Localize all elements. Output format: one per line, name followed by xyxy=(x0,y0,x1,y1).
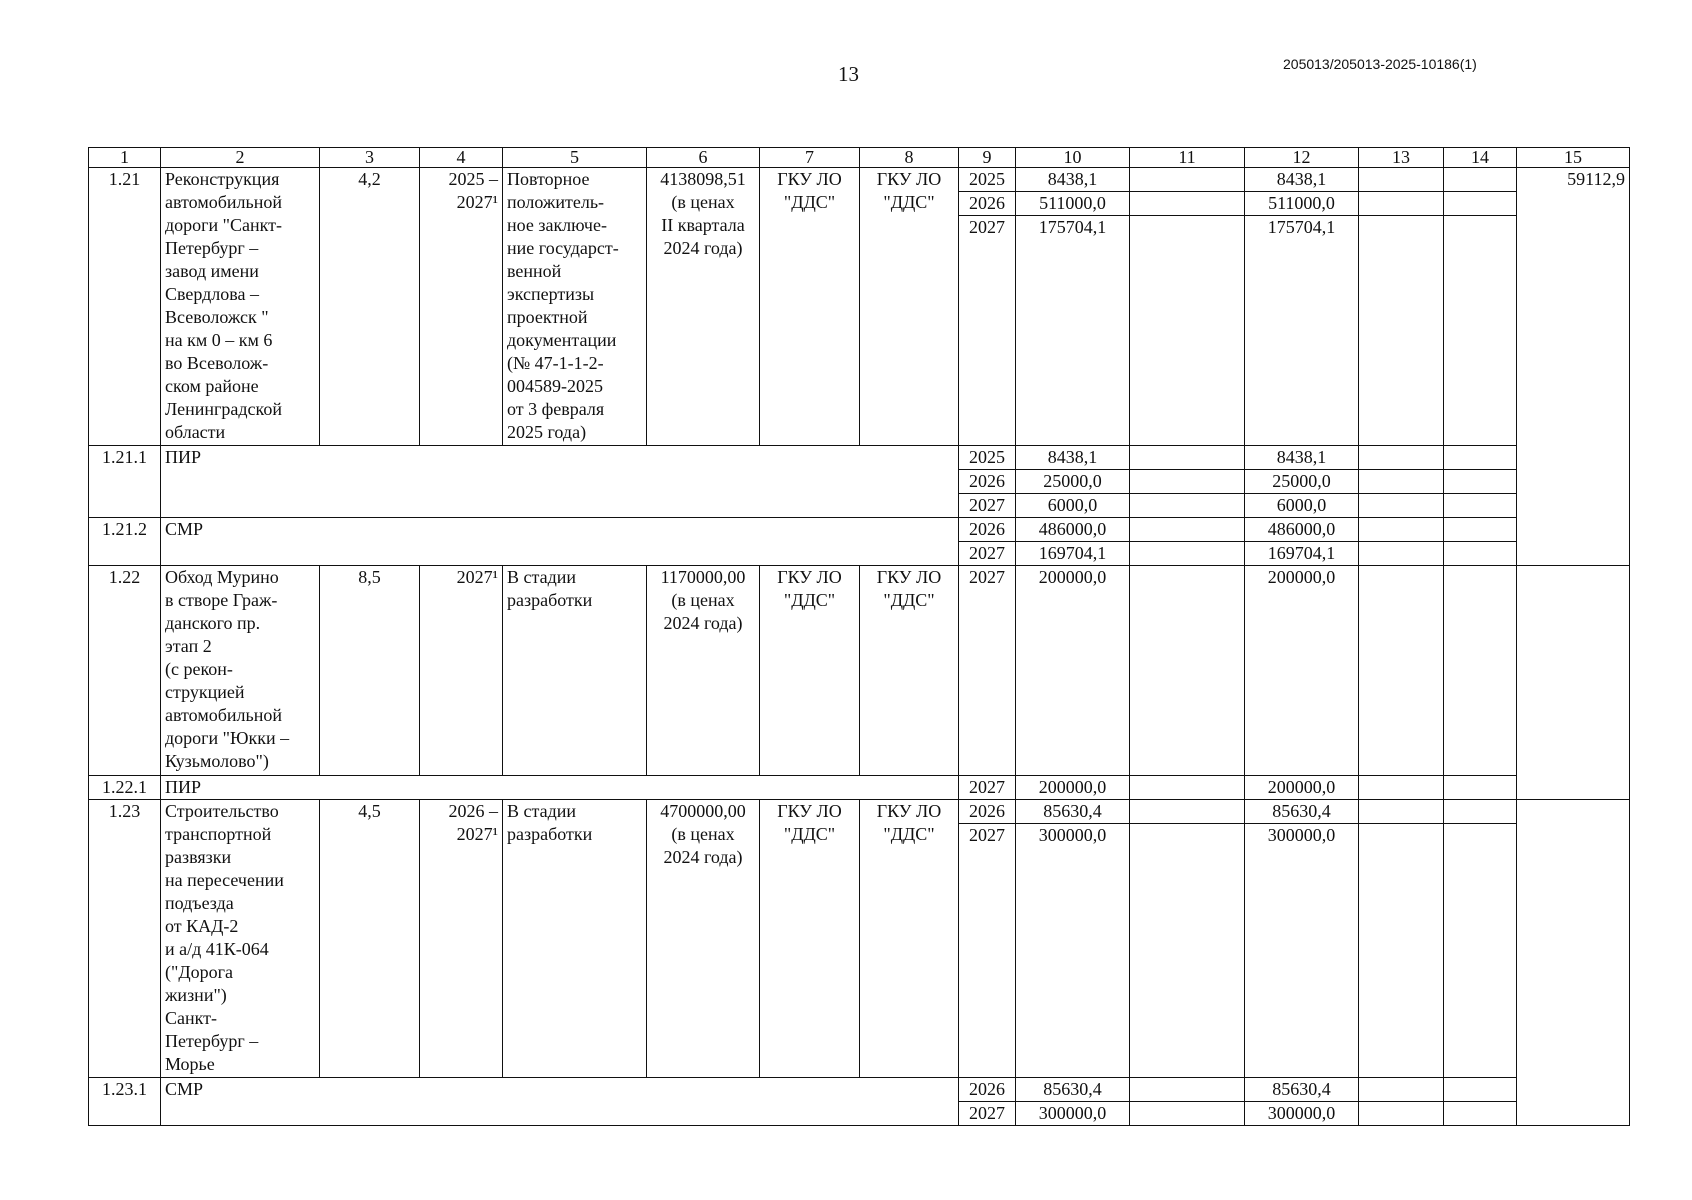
empty-cell xyxy=(1359,470,1444,494)
estimated-cost: 4138098,51 (в ценах II квартала 2024 года) xyxy=(647,168,760,446)
project-status: В стадии разработки xyxy=(503,566,647,776)
stage-label: ПИР xyxy=(161,776,959,800)
year-cell: 2027 xyxy=(959,494,1016,518)
document-id: 205013/205013-2025-10186(1) xyxy=(1283,56,1477,72)
year-cell: 2027 xyxy=(959,824,1016,1078)
empty-cell xyxy=(1444,518,1517,542)
empty-cell xyxy=(1130,1102,1245,1126)
amount-col12: 8438,1 xyxy=(1245,168,1359,192)
empty-cell xyxy=(1130,800,1245,824)
developer: ГКУ ЛО "ДДС" xyxy=(860,168,959,446)
empty-cell xyxy=(1444,566,1517,776)
amount-col12: 511000,0 xyxy=(1245,192,1359,216)
empty-cell xyxy=(1444,800,1517,824)
amount-col12: 200000,0 xyxy=(1245,776,1359,800)
empty-cell xyxy=(1444,470,1517,494)
object-name: Обход Мурино в створе Граж- данского пр. этап 2 (с рекон- струкцией автомобильной дороги "Юкки – Кузьмолово") xyxy=(161,566,320,776)
empty-cell xyxy=(1359,542,1444,566)
year-cell: 2026 xyxy=(959,518,1016,542)
empty-cell xyxy=(1130,542,1245,566)
column-header: 9 xyxy=(959,148,1016,168)
years: 2027¹ xyxy=(420,566,503,776)
estimated-cost: 4700000,00 (в ценах 2024 года) xyxy=(647,800,760,1078)
column-header: 2 xyxy=(161,148,320,168)
empty-cell xyxy=(1444,824,1517,1078)
years: 2026 – 2027¹ xyxy=(420,800,503,1078)
amount-col10: 486000,0 xyxy=(1016,518,1130,542)
amount-col12: 175704,1 xyxy=(1245,216,1359,446)
year-cell: 2026 xyxy=(959,192,1016,216)
amount-col12: 169704,1 xyxy=(1245,542,1359,566)
empty-cell xyxy=(1359,446,1444,470)
empty-cell xyxy=(1444,446,1517,470)
length-km: 4,2 xyxy=(320,168,420,446)
row-number: 1.23.1 xyxy=(89,1078,161,1126)
empty-cell xyxy=(1359,518,1444,542)
column-header: 8 xyxy=(860,148,959,168)
amount-col10: 175704,1 xyxy=(1016,216,1130,446)
amount-col12: 300000,0 xyxy=(1245,1102,1359,1126)
col15-value: 59112,9 xyxy=(1517,168,1630,566)
table-row xyxy=(89,446,1630,470)
column-header: 10 xyxy=(1016,148,1130,168)
empty-cell xyxy=(1130,470,1245,494)
customer: ГКУ ЛО "ДДС" xyxy=(760,800,860,1078)
empty-cell xyxy=(1359,566,1444,776)
column-header: 6 xyxy=(647,148,760,168)
row-number: 1.21.1 xyxy=(89,446,161,518)
empty-cell xyxy=(1359,776,1444,800)
estimated-cost: 1170000,00 (в ценах 2024 года) xyxy=(647,566,760,776)
amount-col10: 85630,4 xyxy=(1016,1078,1130,1102)
empty-cell xyxy=(1444,1102,1517,1126)
table-row xyxy=(89,518,1630,542)
stage-label: СМР xyxy=(161,1078,959,1126)
row-number: 1.22 xyxy=(89,566,161,776)
year-cell: 2027 xyxy=(959,776,1016,800)
years: 2025 – 2027¹ xyxy=(420,168,503,446)
year-cell: 2026 xyxy=(959,800,1016,824)
empty-cell xyxy=(1130,494,1245,518)
amount-col10: 25000,0 xyxy=(1016,470,1130,494)
length-km: 8,5 xyxy=(320,566,420,776)
empty-cell xyxy=(1130,1078,1245,1102)
row-number: 1.21.2 xyxy=(89,518,161,566)
object-name: Строительство транспортной развязки на пересечении подъезда от КАД-2 и а/д 41К-064 ("Дорога жизни") Санкт- Петербург – Морье xyxy=(161,800,320,1078)
developer: ГКУ ЛО "ДДС" xyxy=(860,566,959,776)
empty-cell xyxy=(1517,566,1630,800)
developer: ГКУ ЛО "ДДС" xyxy=(860,800,959,1078)
amount-col10: 6000,0 xyxy=(1016,494,1130,518)
column-header: 4 xyxy=(420,148,503,168)
empty-cell xyxy=(1444,216,1517,446)
year-cell: 2027 xyxy=(959,542,1016,566)
empty-cell xyxy=(1444,168,1517,192)
empty-cell xyxy=(1130,168,1245,192)
table-row xyxy=(89,566,1630,776)
column-header: 12 xyxy=(1245,148,1359,168)
row-number: 1.22.1 xyxy=(89,776,161,800)
year-cell: 2025 xyxy=(959,446,1016,470)
amount-col10: 300000,0 xyxy=(1016,824,1130,1078)
empty-cell xyxy=(1359,824,1444,1078)
empty-cell xyxy=(1517,800,1630,1126)
amount-col10: 85630,4 xyxy=(1016,800,1130,824)
empty-cell xyxy=(1444,494,1517,518)
empty-cell xyxy=(1130,216,1245,446)
length-km: 4,5 xyxy=(320,800,420,1078)
table-row xyxy=(89,776,1630,800)
table-row xyxy=(89,800,1630,824)
amount-col12: 486000,0 xyxy=(1245,518,1359,542)
stage-label: ПИР xyxy=(161,446,959,518)
customer: ГКУ ЛО "ДДС" xyxy=(760,566,860,776)
empty-cell xyxy=(1359,800,1444,824)
amount-col10: 200000,0 xyxy=(1016,566,1130,776)
amount-col12: 85630,4 xyxy=(1245,800,1359,824)
amount-col10: 300000,0 xyxy=(1016,1102,1130,1126)
empty-cell xyxy=(1130,192,1245,216)
empty-cell xyxy=(1359,168,1444,192)
column-header: 14 xyxy=(1444,148,1517,168)
amount-col12: 200000,0 xyxy=(1245,566,1359,776)
year-cell: 2026 xyxy=(959,470,1016,494)
stage-label: СМР xyxy=(161,518,959,566)
investment-table xyxy=(88,147,1630,1126)
page-number: 13 xyxy=(838,62,859,86)
empty-cell xyxy=(1130,824,1245,1078)
empty-cell xyxy=(1359,1078,1444,1102)
project-status: Повторное положитель- ное заключе- ние государст- венной экспертизы проектной документации (№ 47-1-1-2- 004589-2025 от 3 февраля 2025 года) xyxy=(503,168,647,446)
year-cell: 2027 xyxy=(959,566,1016,776)
empty-cell xyxy=(1359,216,1444,446)
amount-col10: 8438,1 xyxy=(1016,168,1130,192)
empty-cell xyxy=(1130,776,1245,800)
column-header: 7 xyxy=(760,148,860,168)
customer: ГКУ ЛО "ДДС" xyxy=(760,168,860,446)
column-header: 11 xyxy=(1130,148,1245,168)
empty-cell xyxy=(1444,542,1517,566)
amount-col12: 8438,1 xyxy=(1245,446,1359,470)
column-number-row xyxy=(89,148,1630,168)
empty-cell xyxy=(1359,192,1444,216)
year-cell: 2026 xyxy=(959,1078,1016,1102)
empty-cell xyxy=(1130,446,1245,470)
amount-col12: 300000,0 xyxy=(1245,824,1359,1078)
amount-col12: 25000,0 xyxy=(1245,470,1359,494)
empty-cell xyxy=(1130,518,1245,542)
column-header: 15 xyxy=(1517,148,1630,168)
column-header: 3 xyxy=(320,148,420,168)
empty-cell xyxy=(1444,776,1517,800)
year-cell: 2027 xyxy=(959,216,1016,446)
empty-cell xyxy=(1359,1102,1444,1126)
column-header: 5 xyxy=(503,148,647,168)
amount-col12: 6000,0 xyxy=(1245,494,1359,518)
amount-col10: 169704,1 xyxy=(1016,542,1130,566)
empty-cell xyxy=(1444,192,1517,216)
object-name: Реконструкция автомобильной дороги "Санкт- Петербург – завод имени Свердлова – Всеволожск " на км 0 – км 6 во Всеволож- ском районе Ленинградской области xyxy=(161,168,320,446)
amount-col12: 85630,4 xyxy=(1245,1078,1359,1102)
table-row xyxy=(89,1078,1630,1102)
column-header: 13 xyxy=(1359,148,1444,168)
empty-cell xyxy=(1130,566,1245,776)
amount-col10: 511000,0 xyxy=(1016,192,1130,216)
empty-cell xyxy=(1359,494,1444,518)
empty-cell xyxy=(1444,1078,1517,1102)
column-header: 1 xyxy=(89,148,161,168)
amount-col10: 8438,1 xyxy=(1016,446,1130,470)
table-row xyxy=(89,168,1630,192)
project-status: В стадии разработки xyxy=(503,800,647,1078)
year-cell: 2027 xyxy=(959,1102,1016,1126)
row-number: 1.21 xyxy=(89,168,161,446)
row-number: 1.23 xyxy=(89,800,161,1078)
amount-col10: 200000,0 xyxy=(1016,776,1130,800)
year-cell: 2025 xyxy=(959,168,1016,192)
